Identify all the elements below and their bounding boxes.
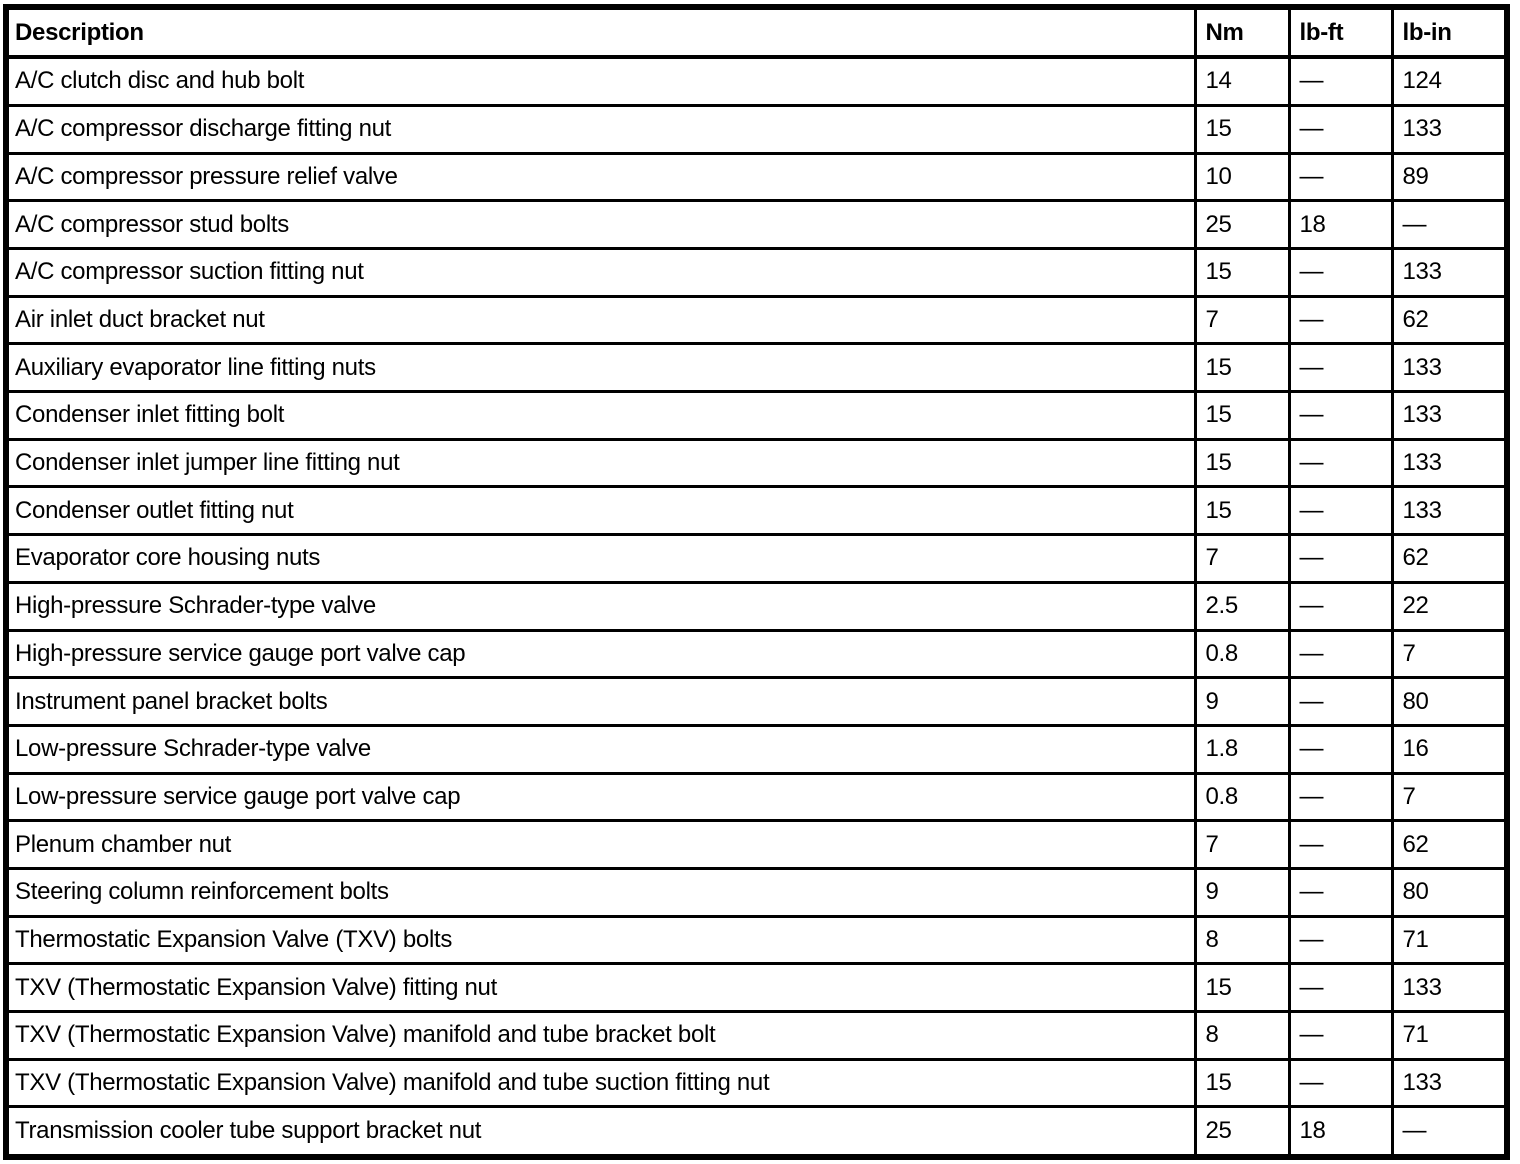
nm-cell: 0.8 bbox=[1195, 773, 1289, 821]
table-row bbox=[6, 392, 1507, 440]
lb-in-cell: 133 bbox=[1392, 105, 1507, 153]
lb-ft-cell: — bbox=[1289, 344, 1392, 392]
table-row bbox=[6, 439, 1507, 487]
table-row bbox=[6, 344, 1507, 392]
nm-cell: 15 bbox=[1195, 964, 1289, 1012]
table-row bbox=[6, 296, 1507, 344]
lb-ft-cell: — bbox=[1289, 153, 1392, 201]
table-row bbox=[6, 535, 1507, 583]
column-header-lb-ft: lb-ft bbox=[1289, 7, 1392, 57]
lb-in-cell: 22 bbox=[1392, 582, 1507, 630]
table-row bbox=[6, 1012, 1507, 1060]
table-row bbox=[6, 773, 1507, 821]
table-row bbox=[6, 821, 1507, 869]
nm-cell: 0.8 bbox=[1195, 630, 1289, 678]
lb-ft-cell: — bbox=[1289, 916, 1392, 964]
table-row bbox=[6, 1107, 1507, 1157]
lb-in-cell: — bbox=[1392, 201, 1507, 249]
lb-ft-cell: — bbox=[1289, 678, 1392, 726]
lb-in-cell: 124 bbox=[1392, 57, 1507, 105]
table-row bbox=[6, 153, 1507, 201]
lb-in-cell: 133 bbox=[1392, 1059, 1507, 1107]
lb-in-cell: 71 bbox=[1392, 1012, 1507, 1060]
nm-cell: 15 bbox=[1195, 1059, 1289, 1107]
lb-ft-cell: 18 bbox=[1289, 201, 1392, 249]
nm-cell: 25 bbox=[1195, 201, 1289, 249]
lb-in-cell: 133 bbox=[1392, 392, 1507, 440]
nm-cell: 25 bbox=[1195, 1107, 1289, 1157]
lb-in-cell: 133 bbox=[1392, 487, 1507, 535]
table-row bbox=[6, 678, 1507, 726]
description-cell: TXV (Thermostatic Expansion Valve) manifold and tube bracket bolt bbox=[6, 1012, 1195, 1060]
description-cell: High-pressure service gauge port valve cap bbox=[6, 630, 1195, 678]
lb-ft-cell: — bbox=[1289, 582, 1392, 630]
description-cell: A/C compressor pressure relief valve bbox=[6, 153, 1195, 201]
description-cell: TXV (Thermostatic Expansion Valve) manifold and tube suction fitting nut bbox=[6, 1059, 1195, 1107]
description-cell: Air inlet duct bracket nut bbox=[6, 296, 1195, 344]
table-row bbox=[6, 487, 1507, 535]
description-cell: A/C compressor stud bolts bbox=[6, 201, 1195, 249]
lb-ft-cell: 18 bbox=[1289, 1107, 1392, 1157]
nm-cell: 15 bbox=[1195, 249, 1289, 297]
lb-ft-cell: — bbox=[1289, 296, 1392, 344]
lb-in-cell: 62 bbox=[1392, 535, 1507, 583]
description-cell: Low-pressure Schrader-type valve bbox=[6, 725, 1195, 773]
description-cell: A/C clutch disc and hub bolt bbox=[6, 57, 1195, 105]
nm-cell: 15 bbox=[1195, 439, 1289, 487]
lb-ft-cell: — bbox=[1289, 821, 1392, 869]
lb-ft-cell: — bbox=[1289, 1059, 1392, 1107]
nm-cell: 14 bbox=[1195, 57, 1289, 105]
lb-ft-cell: — bbox=[1289, 105, 1392, 153]
description-cell: Auxiliary evaporator line fitting nuts bbox=[6, 344, 1195, 392]
column-header-lb-in: lb-in bbox=[1392, 7, 1507, 57]
lb-in-cell: 80 bbox=[1392, 678, 1507, 726]
description-cell: Condenser inlet jumper line fitting nut bbox=[6, 439, 1195, 487]
table-row bbox=[6, 964, 1507, 1012]
table-row bbox=[6, 916, 1507, 964]
lb-in-cell: 80 bbox=[1392, 868, 1507, 916]
lb-ft-cell: — bbox=[1289, 725, 1392, 773]
nm-cell: 8 bbox=[1195, 1012, 1289, 1060]
nm-cell: 7 bbox=[1195, 296, 1289, 344]
description-cell: Transmission cooler tube support bracket nut bbox=[6, 1107, 1195, 1157]
lb-ft-cell: — bbox=[1289, 964, 1392, 1012]
table-row bbox=[6, 582, 1507, 630]
lb-ft-cell: — bbox=[1289, 773, 1392, 821]
table-row bbox=[6, 57, 1507, 105]
nm-cell: 8 bbox=[1195, 916, 1289, 964]
lb-in-cell: — bbox=[1392, 1107, 1507, 1157]
lb-ft-cell: — bbox=[1289, 1012, 1392, 1060]
table-row bbox=[6, 725, 1507, 773]
lb-in-cell: 7 bbox=[1392, 630, 1507, 678]
torque-specifications-table bbox=[3, 4, 1510, 1160]
column-header-nm: Nm bbox=[1195, 7, 1289, 57]
lb-in-cell: 133 bbox=[1392, 964, 1507, 1012]
table-body bbox=[6, 57, 1507, 1157]
header-row bbox=[6, 7, 1507, 57]
description-cell: TXV (Thermostatic Expansion Valve) fitting nut bbox=[6, 964, 1195, 1012]
table-row bbox=[6, 868, 1507, 916]
nm-cell: 9 bbox=[1195, 678, 1289, 726]
lb-in-cell: 89 bbox=[1392, 153, 1507, 201]
description-cell: Condenser inlet fitting bolt bbox=[6, 392, 1195, 440]
lb-ft-cell: — bbox=[1289, 535, 1392, 583]
nm-cell: 1.8 bbox=[1195, 725, 1289, 773]
table-row bbox=[6, 630, 1507, 678]
lb-in-cell: 7 bbox=[1392, 773, 1507, 821]
description-cell: Instrument panel bracket bolts bbox=[6, 678, 1195, 726]
nm-cell: 15 bbox=[1195, 105, 1289, 153]
lb-ft-cell: — bbox=[1289, 57, 1392, 105]
nm-cell: 9 bbox=[1195, 868, 1289, 916]
column-header-description: Description bbox=[6, 7, 1195, 57]
nm-cell: 15 bbox=[1195, 344, 1289, 392]
lb-in-cell: 62 bbox=[1392, 296, 1507, 344]
nm-cell: 10 bbox=[1195, 153, 1289, 201]
nm-cell: 7 bbox=[1195, 535, 1289, 583]
lb-in-cell: 133 bbox=[1392, 439, 1507, 487]
description-cell: A/C compressor suction fitting nut bbox=[6, 249, 1195, 297]
lb-in-cell: 62 bbox=[1392, 821, 1507, 869]
description-cell: Thermostatic Expansion Valve (TXV) bolts bbox=[6, 916, 1195, 964]
lb-ft-cell: — bbox=[1289, 630, 1392, 678]
description-cell: Low-pressure service gauge port valve cap bbox=[6, 773, 1195, 821]
lb-ft-cell: — bbox=[1289, 868, 1392, 916]
table-row bbox=[6, 249, 1507, 297]
table-row bbox=[6, 1059, 1507, 1107]
nm-cell: 2.5 bbox=[1195, 582, 1289, 630]
description-cell: Steering column reinforcement bolts bbox=[6, 868, 1195, 916]
table-row bbox=[6, 201, 1507, 249]
lb-ft-cell: — bbox=[1289, 487, 1392, 535]
lb-in-cell: 16 bbox=[1392, 725, 1507, 773]
lb-ft-cell: — bbox=[1289, 392, 1392, 440]
table-row bbox=[6, 105, 1507, 153]
description-cell: Evaporator core housing nuts bbox=[6, 535, 1195, 583]
description-cell: High-pressure Schrader-type valve bbox=[6, 582, 1195, 630]
nm-cell: 15 bbox=[1195, 392, 1289, 440]
nm-cell: 15 bbox=[1195, 487, 1289, 535]
lb-ft-cell: — bbox=[1289, 249, 1392, 297]
lb-in-cell: 133 bbox=[1392, 249, 1507, 297]
lb-ft-cell: — bbox=[1289, 439, 1392, 487]
description-cell: Condenser outlet fitting nut bbox=[6, 487, 1195, 535]
lb-in-cell: 71 bbox=[1392, 916, 1507, 964]
nm-cell: 7 bbox=[1195, 821, 1289, 869]
description-cell: A/C compressor discharge fitting nut bbox=[6, 105, 1195, 153]
description-cell: Plenum chamber nut bbox=[6, 821, 1195, 869]
lb-in-cell: 133 bbox=[1392, 344, 1507, 392]
